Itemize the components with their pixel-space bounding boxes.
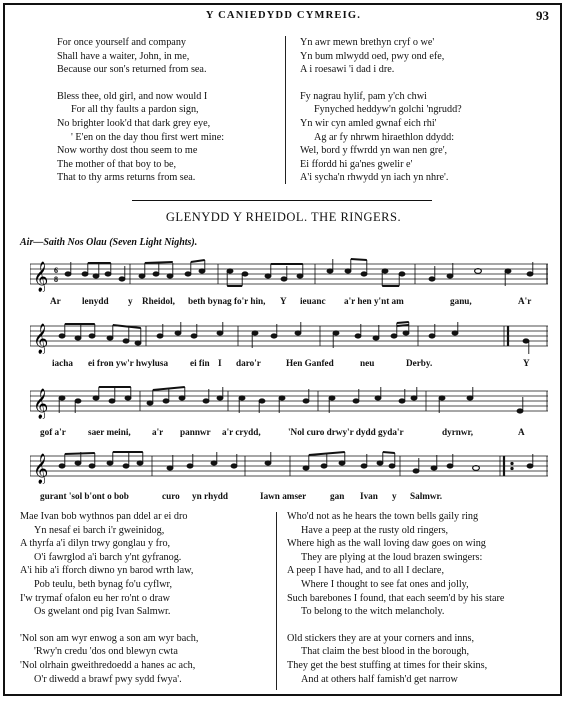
verse-line: Ei ffordd hi ga'nes gwelir e' — [300, 158, 413, 170]
lyric-word: y — [128, 296, 133, 306]
verse-line: ' E'en on the day thou first wert mine: — [71, 131, 225, 143]
section-rule — [132, 200, 432, 201]
verse-line: No brighter look'd that dark grey eye, — [57, 117, 211, 129]
verse-line: Now worthy dost thou seem to me — [57, 145, 198, 157]
treble-clef-icon: 𝄞 — [33, 262, 49, 292]
lyric-word: Ivan — [360, 491, 378, 501]
lyric-word: lenydd — [82, 296, 109, 306]
stanza — [287, 632, 504, 686]
verse-line: Fy nagrau hylif, pam y'ch chwi — [300, 90, 427, 102]
verse-line: For all thy faults a pardon sign, — [71, 104, 199, 116]
bottom-right-verse — [287, 510, 504, 699]
treble-clef-icon: 𝄞 — [33, 454, 49, 484]
verse-line: Because our son's returned from sea. — [57, 64, 207, 76]
verse-line: Shall have a waiter, John, in me, — [57, 50, 190, 62]
lyric-word: Y — [523, 358, 530, 368]
lyric-word: ganu, — [450, 296, 472, 306]
verse-line: That claim the best blood in the borough, — [301, 646, 470, 658]
verse-line: A i roesawi 'i dad i dre. — [300, 64, 395, 76]
page-number: 93 — [536, 8, 549, 23]
verse-line: For once yourself and company — [57, 37, 187, 48]
verse-line: A peep I have had, and to all I declare, — [287, 565, 444, 577]
lyric-word: Salmwr. — [410, 491, 443, 501]
lyric-word: Ar — [50, 296, 61, 306]
lyric-word: Derby. — [406, 358, 433, 368]
column-divider — [285, 36, 286, 184]
stanza — [20, 510, 198, 619]
bottom-left-verse — [20, 510, 198, 699]
lyric-word: beth bynag fo'r hin, — [188, 296, 266, 306]
stanza — [57, 36, 224, 77]
stanza — [20, 632, 198, 686]
verse-line: They are plying at the loud brazen swingers: — [301, 551, 483, 563]
lyric-word: a'r crydd, — [222, 427, 261, 437]
lyric-word: 'Nol curo drwy'r dydd gyda'r — [288, 427, 404, 437]
verse-line: I'w trymaf ofalon eu her ro'nt o draw — [20, 592, 170, 604]
treble-clef-icon: 𝄞 — [33, 389, 49, 419]
verse-line: Yn awr mewn brethyn cryf o we' — [300, 37, 435, 48]
verse-line: Who'd not as he hears the town bells gaily ring — [287, 511, 479, 522]
music-staff-4 — [30, 450, 548, 484]
verse-line: Where high as the wall loving daw goes on wing — [287, 538, 486, 550]
verse-line: Pob teulu, beth bynag fo'u cyflwr, — [34, 578, 173, 590]
stanza — [300, 36, 462, 77]
verse-line: The mother of that boy to be, — [57, 158, 177, 170]
stanza — [300, 90, 462, 185]
verse-line: Yn nesaf ei barch i'r gweinidog, — [34, 524, 165, 536]
lyric-word: A'r — [518, 296, 532, 306]
song-title: GLENYDD Y RHEIDOL. THE RINGERS. — [165, 210, 402, 224]
verse-line: 'Rwy'n credu 'dos ond blewyn cwta — [34, 646, 178, 658]
verse-line: O'i fawrglod a'i barch y'nt gyfranog. — [34, 551, 182, 563]
verse-line: 'Nol olrhain gweithredoedd a hanes ac ach, — [20, 659, 196, 671]
music-staff-3 — [30, 385, 548, 419]
air-name: Air—Saith Nos Olau (Seven Light Nights). — [20, 237, 198, 248]
stanza — [57, 90, 224, 185]
music-staff-2 — [30, 320, 548, 354]
verse-line: 'Nol son am wyr enwog a son am wyr bach, — [20, 632, 199, 644]
verse-line: Such barebones I found, that each seem'd by his stare — [287, 592, 505, 604]
treble-clef-icon: 𝄞 — [33, 324, 49, 354]
stanza — [287, 510, 504, 619]
lyric-word: ei fron yw'r hwylusa — [88, 358, 169, 368]
music-staff-1 — [30, 258, 548, 292]
svg-text:8: 8 — [54, 275, 58, 284]
top-left-verse — [57, 36, 224, 198]
verse-line: Have a peep at the rusty old ringers, — [301, 524, 449, 536]
verse-line: Wel, bord y ffwrdd yn wan nen gre', — [300, 145, 448, 157]
lyric-word: Rheidol, — [142, 296, 175, 306]
lyric-word: neu — [360, 358, 375, 368]
verse-line: Os gwelant ond pig Ivan Salmwr. — [34, 606, 171, 618]
verse-line: A'i hib a'i fforch diwno yn barod wrth law, — [20, 565, 194, 577]
verse-line: To belong to the witch melancholy. — [301, 606, 445, 618]
running-title: Y CANIEDYDD CYMREIG. — [205, 10, 362, 21]
verse-line: Mae Ivan bob wythnos pan ddel ar ei dro — [20, 511, 188, 522]
verse-line: Yn bum mlwydd oed, pwy ond efe, — [300, 50, 445, 62]
top-right-verse — [300, 36, 462, 198]
lyric-word: a'r — [152, 427, 164, 437]
lyric-word: Hen Ganfed — [286, 358, 334, 368]
lyric-word: curo — [162, 491, 180, 501]
lyric-word: saer meini, — [88, 427, 131, 437]
verse-line: Ag ar fy nhrwm hiraethlon ddydd: — [314, 131, 455, 143]
lyric-word: y — [392, 491, 397, 501]
verse-line: Where I thought to see fat ones and jolly, — [301, 578, 469, 590]
lyric-word: gan — [330, 491, 345, 501]
verse-line: They get the best stuffing at times for their skins, — [287, 659, 488, 671]
verse-line: A'i sycha'n rhwydd yn iach yn nhre'. — [300, 172, 449, 184]
svg-text:6: 6 — [54, 266, 58, 275]
lyric-word: yn rhydd — [192, 491, 229, 501]
lyric-word: pannwr — [180, 427, 211, 437]
verse-line: And at others half famish'd get narrow — [301, 673, 458, 685]
lyric-word: Y — [280, 296, 287, 306]
verse-line: O'r diwedd a brawf pwy sydd fwya'. — [34, 673, 182, 685]
lyric-word: dyrnwr, — [442, 427, 474, 437]
lyric-word: I — [218, 358, 222, 368]
lyric-word: ieuanc — [300, 296, 326, 306]
lyric-word: a'r hen y'nt am — [344, 296, 404, 306]
column-divider — [276, 512, 277, 690]
lyric-word: A — [518, 427, 525, 437]
lyric-word: gof a'r — [40, 427, 66, 437]
lyric-word: iacha — [52, 358, 73, 368]
lyric-word: gurant 'sol b'ont o bob — [40, 491, 129, 501]
lyric-word: Iawn amser — [260, 491, 307, 501]
verse-line: Old stickers they are at your corners and inns, — [287, 632, 474, 644]
verse-line: Fynyched heddyw'n golchi 'ngrudd? — [314, 104, 462, 116]
verse-line: Bless thee, old girl, and now would I — [57, 90, 208, 102]
verse-line: A thyrfa a'i dilyn trwy gonglau y fro, — [20, 538, 171, 550]
verse-line: That to thy arms returns from sea. — [57, 172, 196, 184]
lyric-word: daro'r — [236, 358, 261, 368]
verse-line: Yn wir cyn amled gwnaf eich rhi' — [300, 117, 437, 129]
lyric-word: ei fin — [190, 358, 210, 368]
